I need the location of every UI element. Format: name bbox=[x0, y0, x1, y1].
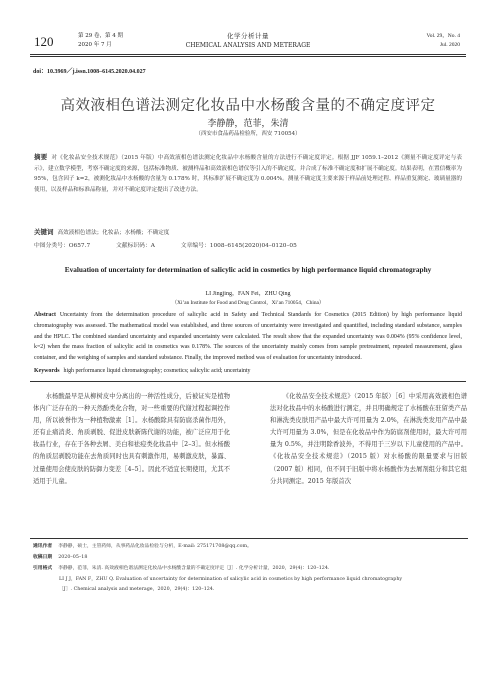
doi: doi：10.3969／j.issn.1008–6145.2020.04.027 bbox=[33, 69, 146, 75]
clc-number: 中图分类号：O657.7 bbox=[34, 243, 91, 249]
footnote-author-text: 李静静，硕士，主管药师，从事药品化妆品检验与分析，E-mail: 275171708@qq.com。 bbox=[58, 544, 252, 549]
footnote-citation bbox=[33, 563, 473, 574]
keywords-en-text: high performance liquid chromatography; cosmetics; salicylic acid; uncertainty bbox=[63, 368, 251, 374]
article-title-en: Evaluation of uncertainty for determination of salicylic acid in cosmetics by high performance liquid chromatography bbox=[64, 265, 432, 274]
header-rule-thin bbox=[30, 56, 466, 57]
authors-en: LI Jingjing，FAN Fei，ZHU Qing bbox=[205, 291, 291, 297]
abstract-cn-text: 对《化妆品安全技术规范》（2015 年版）中高效液相色谱法测定化妆品中水杨酸含量的方法进行不确定度评定。根据 JJF 1059.1–2012《测量不确定度评定与表示》，建立数学模型，考察不确定度的来源，包括标准物质、被测样品和高效液相色谱仪等引入的不确定度，并合成了标准不确定度和扩展不确定度。结果表明，在置信概率为 95%，包含因子 k=2，被测化妆品中水杨酸的含量为 0.178% 时，其标准扩展不确定度为 0.004%。测量不确定度主要来源于样品前处理过程、样品重复测定、玻璃量器的使用，以及样品和标准品称量，并对不确定度评定提出了改进方法。 bbox=[34, 155, 462, 194]
keywords-cn-text: 高效液相色谱法；化妆品；水杨酸；不确定度 bbox=[57, 230, 170, 236]
keywords-en-label: Keywords bbox=[34, 368, 60, 374]
volume-cn: 第 29 卷，第 4 期 bbox=[78, 33, 123, 39]
header-rule bbox=[30, 54, 466, 55]
abstract-cn bbox=[34, 152, 462, 196]
body-paragraph: 水杨酸最早是从柳树皮中分离出的一种活性成分，后被证实是植物体内广泛存在的一种天然酚类化合物，对一些重要的代谢过程起调控作用，所以被誉作为一种植物激素［1］。水杨酸除具有防腐杀菌作用外，还有止痛消炎、角质剥脱、促进皮肤新陈代谢的功能，被广泛应用于化妆品行业，存在于各种去屑、美白和祛痘类化妆品中［2–3］。但水杨酸的角质层剥脱功能在去角质同时也具有刺激作用，易刺激皮肤，暴露、过量使用会使皮肤的防御力变差［4–5］。因此不适宜长期使用，尤其不适用于儿童。 bbox=[33, 393, 230, 485]
footnote-author bbox=[33, 541, 473, 552]
page-number: 120 bbox=[34, 34, 54, 49]
document-code: 文献标识码：A bbox=[115, 243, 155, 249]
abstract-en-label: Abstract bbox=[34, 312, 56, 318]
classification-cn bbox=[34, 240, 464, 249]
footnote-received-text: 2020–05–18 bbox=[58, 555, 88, 561]
footnote-citation-cn: 李静静，范菲，朱清. 高效液相色谱法测定化妆品中水杨酸含量的不确定度评定［J］. 化学分析计量，2020，29(4)：120–124. bbox=[58, 566, 330, 572]
footnote-rule bbox=[30, 538, 468, 539]
journal-name-cn: 化学分析计量 bbox=[227, 32, 269, 40]
journal-name bbox=[0, 32, 496, 50]
issue-info-en bbox=[426, 32, 460, 50]
footnote-author-label: 通讯作者 bbox=[33, 543, 53, 549]
article-number: 文章编号：1008–6145(2020)04–0120–05 bbox=[180, 243, 297, 249]
keywords-cn bbox=[34, 227, 169, 236]
abstract-cn-label: 摘要 bbox=[34, 153, 48, 161]
affiliation-cn: （西安市食品药品检验所，西安 710054） bbox=[195, 131, 301, 137]
keywords-cn-label: 关键词 bbox=[34, 228, 54, 236]
footnote-citation-label: 引用格式 bbox=[33, 565, 53, 572]
body-column-right bbox=[270, 391, 467, 488]
footnote-received-label: 收稿日期 bbox=[33, 554, 53, 561]
authors-cn: 李静静，范菲，朱清 bbox=[207, 119, 289, 129]
footnote-received bbox=[33, 552, 473, 563]
footnote-citation-en-line1: LI J J，FAN F，ZHU Q. Evaluation of uncertainty for determination of salicylic acid in cosmetics by high performance liquid chromatography bbox=[59, 576, 403, 582]
volume-en: Vol. 29，No. 4 bbox=[426, 33, 460, 39]
body-paragraph: 《化妆品安全技术规范》（2015 年版）［6］中采用高效液相色谱法对化妆品中的水杨酸进行测定，并且明确规定了水杨酸在驻留类产品和淋洗类皮肤用产品中最大许可用量为 2.0%，在淋洗类发用产品中最大许可用量为 3.0%，但是在化妆品中作为防腐剂使用时，最大许可用量为 0.5%，并注明除香波外，不得用于三岁以下儿童使用的产品中。《化妆品安全技术规范》（2015 版）对水杨酸的限量要求与旧版（2007 版）相同，但不同于旧版中将水杨酸作为去屑剂组分和其它组分共同测定。2015 年版首次 bbox=[270, 393, 467, 485]
affiliation-en: （Xi’an Institute for Food and Drug Control，Xi’an 710054，China） bbox=[171, 300, 325, 306]
journal-name-en: CHEMICAL ANALYSIS AND METERAGE bbox=[185, 42, 311, 49]
article-title-cn: 高效液相色谱法测定化妆品中水杨酸含量的不确定度评定 bbox=[60, 98, 436, 114]
footnotes bbox=[33, 541, 473, 595]
body-column-left bbox=[33, 391, 230, 488]
date-cn: 2020 年 7 月 bbox=[78, 42, 112, 48]
footnote-citation-en-line2: ［J］. Chemical analysis and meterage，2020，29(4)：120–124. bbox=[59, 586, 215, 592]
keywords-en bbox=[34, 368, 251, 374]
section-divider bbox=[30, 381, 466, 382]
abstract-en bbox=[34, 310, 462, 364]
abstract-en-text: Uncertainty from the determination procedure of salicylic acid in Safety and Technical Standards for Cosmetics (2015 Edition) by high performance liquid chromatography was assessed. The mathematical model was established, and three sources of uncertainty were investigated and quantified, including standard substance, samples and the HPLC. The combined standard uncertainty and expanded uncertainty were calculated. The result show that the expanded uncertainty was 0.004% (95% confidence level, k=2) when the mass fraction of salicylic acid in cosmetics was 0.178%. The sources of the uncertainty mainly comes from sample pretreatment, repeated measurement, glass container, and the weighing of samples and standard substance. Finally, the improved method was of evaluation for uncertainty introduced. bbox=[34, 312, 462, 362]
date-en: Jul. 2020 bbox=[439, 42, 460, 48]
